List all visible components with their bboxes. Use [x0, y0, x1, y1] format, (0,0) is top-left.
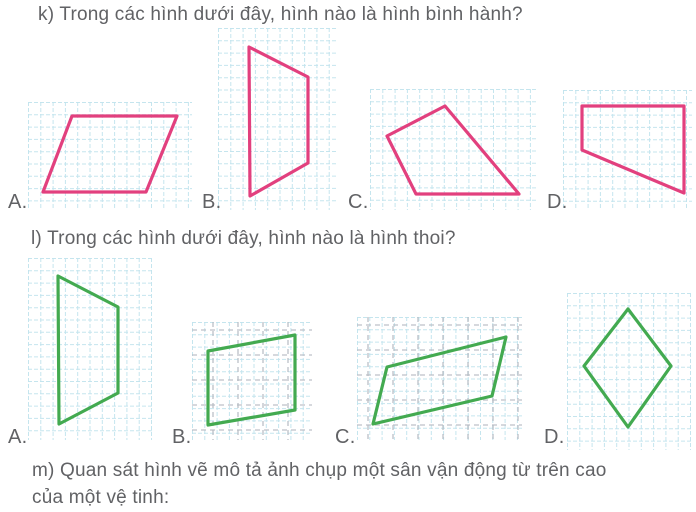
figure-canvas	[28, 102, 192, 210]
figure-canvas	[218, 28, 336, 210]
figure-canvas	[563, 90, 692, 209]
figure-option-label: B.	[172, 426, 192, 448]
question-m-text	[32, 457, 607, 511]
grid-figure-thoi-a	[28, 258, 152, 440]
question-k-text: k) Trong các hình dưới đây, hình nào là hình bình hành?	[38, 4, 523, 25]
grid-figure-thoi-c	[357, 317, 522, 440]
question-m-line1: m) Quan sát hình vẽ mô tả ảnh chụp một sân vận động từ trên cao	[32, 460, 607, 481]
figure-option-label: C.	[335, 426, 356, 448]
shape-polygon	[582, 106, 684, 193]
question-l-text: l) Trong các hình dưới đây, hình nào là hình thoi?	[31, 228, 456, 249]
figure-option-label: D.	[544, 426, 565, 448]
grid-figure-thoi-b	[192, 322, 312, 440]
shape-polygon	[584, 309, 671, 427]
shape-polygon	[58, 276, 118, 424]
figure-option-label: A.	[8, 191, 28, 213]
figure-canvas	[567, 293, 692, 450]
figure-canvas	[370, 89, 538, 210]
figure-option-label: D.	[547, 191, 568, 213]
shape-polygon	[387, 106, 519, 194]
grid-figure-binh-hanh-b	[218, 28, 336, 210]
figure-canvas	[28, 258, 152, 440]
figure-canvas	[357, 317, 522, 440]
grid-figure-binh-hanh-a	[28, 102, 192, 210]
figure-option-label: A.	[8, 426, 28, 448]
grid-figure-binh-hanh-c	[370, 89, 538, 210]
grid-figure-thoi-d	[567, 293, 692, 450]
figure-option-label: C.	[348, 191, 369, 213]
grid-figure-binh-hanh-d	[563, 90, 692, 209]
figure-option-label: B.	[202, 191, 222, 213]
shape-polygon	[249, 47, 308, 196]
question-m-line2: của một vệ tinh:	[32, 487, 170, 508]
figure-canvas	[192, 322, 312, 440]
